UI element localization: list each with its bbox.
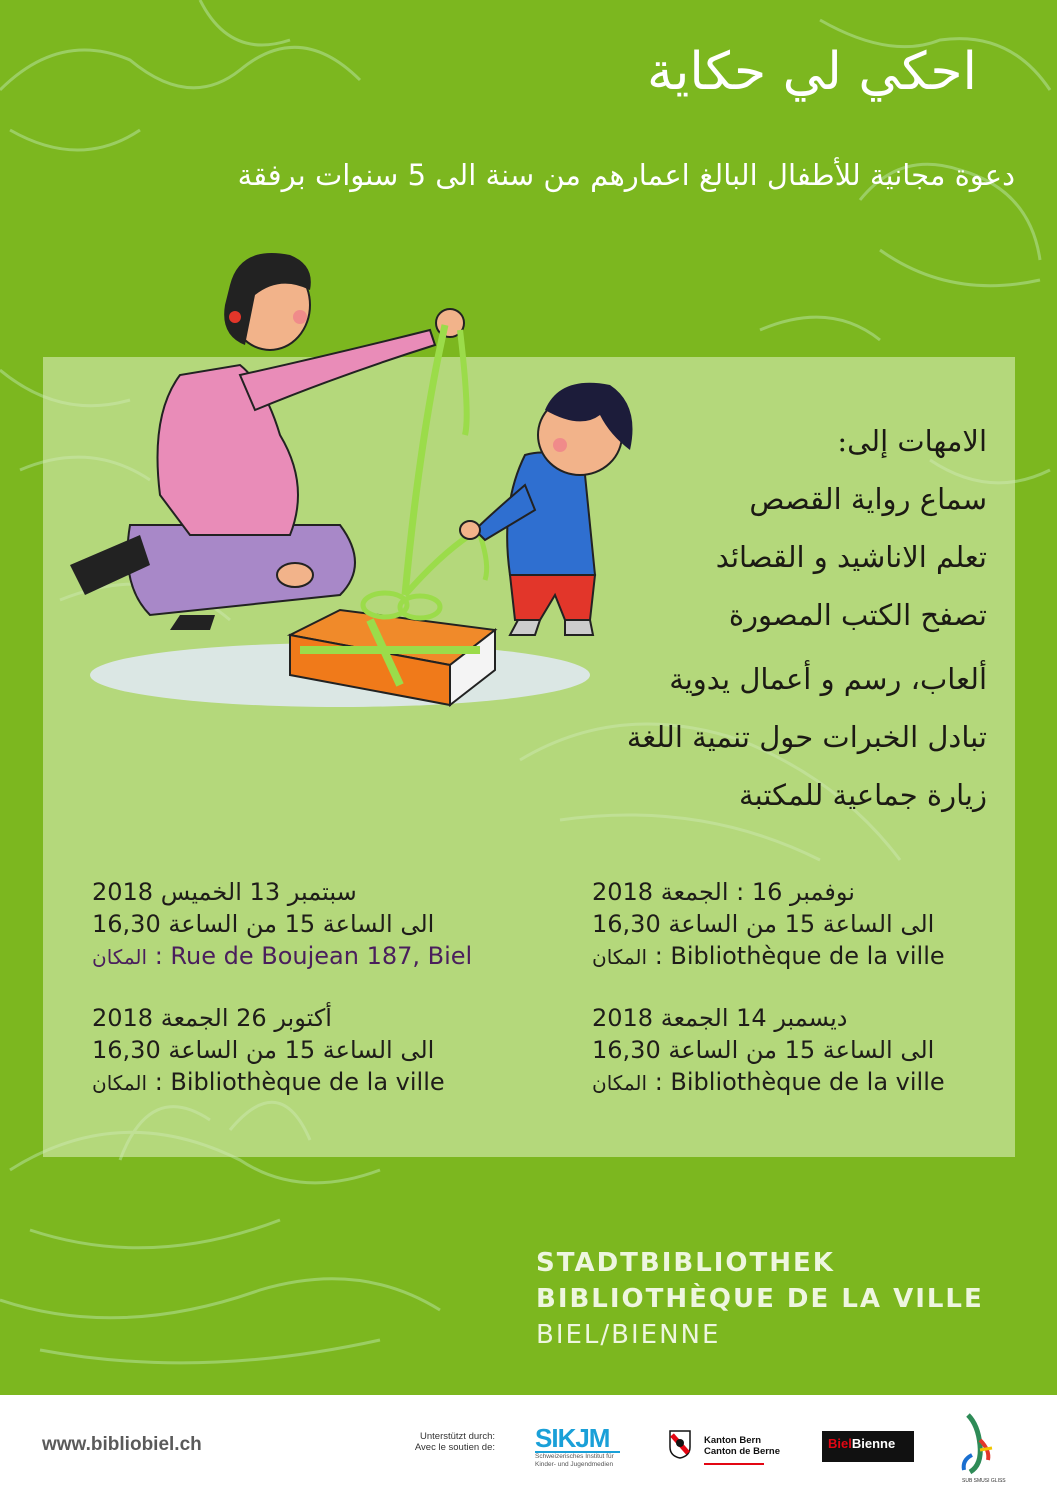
session-time: 16,30 الى الساعة 15 من الساعة bbox=[592, 1036, 935, 1064]
poster-subtitle: دعوة مجانية للأطفال البالغ اعمارهم من سنة الى 5 سنوات برفقة bbox=[237, 158, 1015, 192]
support-label-de: Unterstützt durch: bbox=[420, 1431, 495, 1442]
sikjm-logo-mark: SIKJM bbox=[535, 1425, 620, 1453]
location-label: المكان bbox=[592, 1071, 648, 1095]
bielbienne-logo-biel: Biel bbox=[828, 1436, 852, 1451]
session-september bbox=[92, 876, 472, 973]
mother-child-gift-illustration bbox=[40, 235, 600, 725]
library-city: BIEL/BIENNE bbox=[536, 1320, 721, 1350]
session-december bbox=[592, 1002, 945, 1099]
kanton-bern-fr: Canton de Berne bbox=[704, 1446, 781, 1457]
activity-item: سماع رواية القصص bbox=[749, 482, 987, 516]
sikjm-logo-subtitle: Schweizerisches Institut für Kinder- und Jugendmedien bbox=[535, 1453, 614, 1468]
kanton-bern-de: Kanton Bern bbox=[704, 1435, 761, 1446]
location-label: المكان bbox=[592, 945, 648, 969]
session-location bbox=[592, 1066, 945, 1099]
bielbienne-logo-text bbox=[828, 1436, 895, 1451]
session-date: 2018 ديسمبر 14 الجمعة bbox=[592, 1004, 848, 1032]
activities-heading: الامهات إلى: bbox=[837, 424, 987, 458]
kanton-bern-logo bbox=[668, 1429, 781, 1463]
session-time: 16,30 الى الساعة 15 من الساعة bbox=[592, 910, 935, 938]
session-date: 2018 نوفمبر 16 : الجمعة bbox=[592, 878, 855, 906]
location-label: المكان bbox=[92, 945, 148, 969]
location-label: المكان bbox=[92, 1071, 148, 1095]
bird-logo-text: SUB SMUSI GLISS bbox=[962, 1478, 1006, 1484]
location-value: : Rue de Boujean 187, Biel bbox=[154, 942, 473, 970]
activity-item: تعلم الاناشيد و القصائد bbox=[715, 540, 987, 574]
activity-item: تصفح الكتب المصورة bbox=[728, 598, 987, 632]
session-time: 16,30 الى الساعة 15 من الساعة bbox=[92, 1036, 435, 1064]
session-date: 2018 سبتمبر 13 الخميس bbox=[92, 878, 357, 906]
session-november bbox=[592, 876, 945, 973]
kanton-bern-text bbox=[704, 1435, 780, 1457]
bielbienne-logo-bienne: Bienne bbox=[851, 1436, 896, 1451]
activity-item: زيارة جماعية للمكتبة bbox=[739, 778, 987, 812]
location-value: : Bibliothèque de la ville bbox=[654, 1068, 945, 1096]
bern-coat-of-arms-icon bbox=[668, 1429, 692, 1459]
bielbienne-logo bbox=[822, 1431, 914, 1462]
location-value: : Bibliothèque de la ville bbox=[154, 1068, 445, 1096]
bird-logo-icon bbox=[958, 1410, 1006, 1490]
location-value: : Bibliothèque de la ville bbox=[654, 942, 945, 970]
activity-item: ألعاب، رسم و أعمال يدوية bbox=[669, 662, 987, 696]
activity-item: تبادل الخبرات حول تنمية اللغة bbox=[626, 720, 987, 754]
support-label-fr: Avec le soutien de: bbox=[414, 1442, 495, 1453]
kanton-bern-rule bbox=[704, 1463, 764, 1465]
session-location bbox=[592, 940, 945, 973]
website-link[interactable]: www.bibliobiel.ch bbox=[42, 1434, 202, 1455]
session-location bbox=[92, 1066, 445, 1099]
session-october bbox=[92, 1002, 445, 1099]
session-date: 2018 أكتوبر 26 الجمعة bbox=[92, 1004, 332, 1032]
library-name-fr: BIBLIOTHÈQUE DE LA VILLE bbox=[536, 1284, 984, 1314]
session-location bbox=[92, 940, 472, 973]
activities-list bbox=[557, 412, 987, 824]
session-time: 16,30 الى الساعة 15 من الساعة bbox=[92, 910, 435, 938]
sikjm-logo bbox=[535, 1425, 620, 1468]
library-name-de: STADTBIBLIOTHEK bbox=[536, 1248, 835, 1278]
poster-title: احكي لي حكاية bbox=[647, 42, 977, 102]
support-label bbox=[395, 1431, 495, 1453]
